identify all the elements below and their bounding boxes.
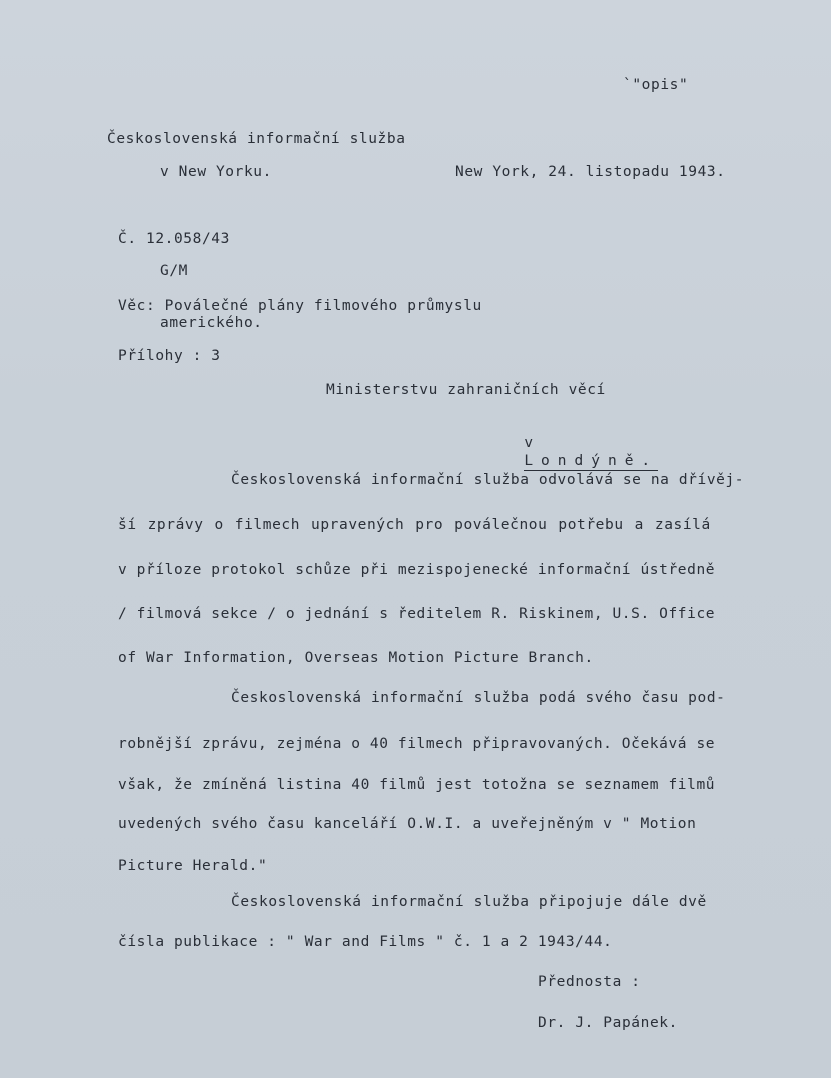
sender-location: v New Yorku.: [160, 164, 272, 180]
body-line: uvedených svého času kanceláří O.W.I. a uveřejněným v " Motion: [118, 816, 697, 832]
body-line: v příloze protokol schůze při mezispojenecké informační ústředně: [118, 562, 716, 578]
subject-continuation: amerického.: [160, 315, 263, 331]
body-line: Československá informační služba připojuje dále dvě: [231, 894, 707, 910]
body-line: čísla publikace : " War and Films " č. 1 a 2 1943/44.: [118, 934, 613, 950]
recipient-name: Ministerstvu zahraničních věcí: [326, 382, 606, 398]
recipient-location-prefix: v: [524, 435, 534, 451]
signature-name: Dr. J. Papánek.: [538, 1015, 678, 1031]
body-line: Československá informační služba odvolává se na dřívěj-: [231, 472, 745, 488]
place-date: New York, 24. listopadu 1943.: [455, 164, 726, 180]
body-line: robnější zprávu, zejména o 40 filmech připravovaných. Očekává se: [118, 736, 716, 752]
body-line: Picture Herald.": [118, 858, 268, 874]
reference-initials: G/M: [160, 263, 188, 279]
body-line: ší zprávy o filmech upravených pro poválečnou potřebu a zasílá: [118, 517, 711, 533]
copy-mark: `"opis": [623, 77, 689, 93]
attachments: Přílohy : 3: [118, 348, 221, 364]
body-line: / filmová sekce / o jednání s ředitelem R. Riskinem, U.S. Office: [118, 606, 716, 622]
sender-name: Československá informační služba: [107, 131, 406, 147]
reference-number: Č. 12.058/43: [118, 231, 230, 247]
recipient-city: Londýně.: [524, 453, 659, 469]
body-line: však, že zmíněná listina 40 filmů jest totožna se seznamem filmů: [118, 777, 716, 793]
body-line: Československá informační služba podá svého času pod-: [231, 690, 726, 706]
signature-title: Přednosta :: [538, 974, 641, 990]
body-line: of War Information, Overseas Motion Picture Branch.: [118, 650, 594, 666]
subject-line: Věc: Poválečné plány filmového průmyslu: [118, 298, 482, 314]
